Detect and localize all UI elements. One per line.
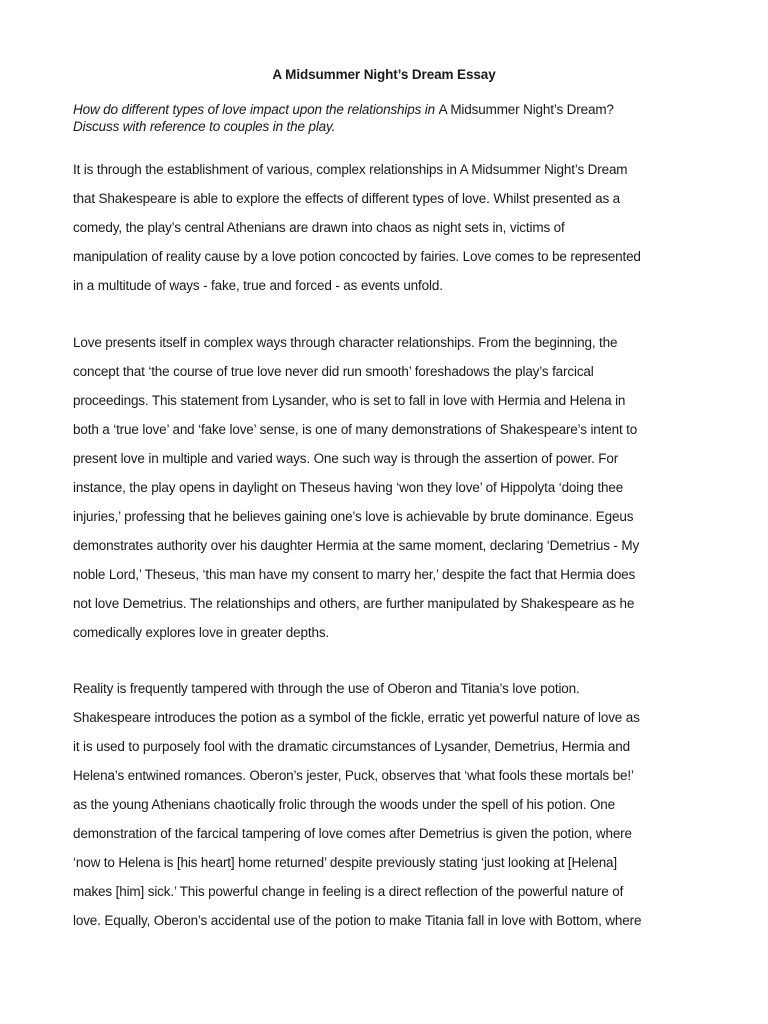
paragraph-3 bbox=[73, 674, 698, 935]
question-play-title: A Midsummer Night’s Dream? bbox=[438, 102, 614, 117]
paragraph-line: demonstrates authority over his daughter Hermia at the same moment, declaring ‘Demetrius - My bbox=[73, 538, 640, 553]
paragraph-line: as the young Athenians chaotically frolic through the woods under the spell of his potion. One bbox=[73, 797, 616, 812]
paragraph-line: Helena’s entwined romances. Oberon’s jester, Puck, observes that ‘what fools these mortals be!’ bbox=[73, 768, 634, 783]
paragraph-2 bbox=[73, 328, 698, 647]
paragraph-line: in a multitude of ways - fake, true and forced - as events unfold. bbox=[73, 278, 443, 293]
paragraph-line: comedy, the play’s central Athenians are drawn into chaos as night sets in, victims of bbox=[73, 220, 565, 235]
paragraph-line: Love presents itself in complex ways through character relationships. From the beginning, the bbox=[73, 335, 618, 350]
paragraph-line: that Shakespeare is able to explore the effects of different types of love. Whilst presented as a bbox=[73, 191, 621, 206]
paragraph-line: concept that ‘the course of true love never did run smooth’ foreshadows the play’s farcical bbox=[73, 364, 594, 379]
paragraph-line: Shakespeare introduces the potion as a symbol of the fickle, erratic yet powerful nature of love as bbox=[73, 710, 640, 725]
paragraph-line: not love Demetrius. The relationships and others, are further manipulated by Shakespeare as he bbox=[73, 596, 635, 611]
paragraph-line: It is through the establishment of various, complex relationships in A Midsummer Night’s Dream bbox=[73, 162, 628, 177]
paragraph-line: ‘now to Helena is [his heart] home returned’ despite previously stating ‘just looking at [Helena] bbox=[73, 855, 618, 870]
paragraph-line: injuries,’ professing that he believes gaining one’s love is achievable by brute dominance. Egeus bbox=[73, 509, 634, 524]
paragraph-line: both a ‘true love’ and ‘fake love’ sense, is one of many demonstrations of Shakespeare’s intent to bbox=[73, 422, 638, 437]
paragraph-1 bbox=[73, 155, 698, 300]
paragraph-line: comedically explores love in greater depths. bbox=[73, 625, 330, 640]
essay-title: A Midsummer Night’s Dream Essay bbox=[272, 67, 496, 82]
paragraph-line: it is used to purposely fool with the dramatic circumstances of Lysander, Demetrius, Hermia and bbox=[73, 739, 631, 754]
paragraph-line: love. Equally, Oberon’s accidental use of the potion to make Titania fall in love with Bottom, where bbox=[73, 913, 642, 928]
question-text-part1: How do different types of love impact upon the relationships in bbox=[73, 102, 439, 117]
paragraph-line: manipulation of reality cause by a love potion concocted by fairies. Love comes to be represented bbox=[73, 249, 641, 264]
paragraph-line: present love in multiple and varied ways. One such way is through the assertion of power. For bbox=[73, 451, 619, 466]
paragraph-line: Reality is frequently tampered with through the use of Oberon and Titania’s love potion. bbox=[73, 681, 580, 696]
paragraph-line: demonstration of the farcical tampering of love comes after Demetrius is given the potion, where bbox=[73, 826, 632, 841]
paragraph-line: instance, the play opens in daylight on Theseus having ‘won they love’ of Hippolyta ‘doing thee bbox=[73, 480, 624, 495]
essay-question bbox=[73, 101, 703, 135]
paragraph-line: makes [him] sick.’ This powerful change in feeling is a direct reflection of the powerful nature of bbox=[73, 884, 624, 899]
paragraph-line: noble Lord,’ Theseus, ‘this man have my consent to marry her,’ despite the fact that Hermia does bbox=[73, 567, 636, 582]
paragraph-line: proceedings. This statement from Lysander, who is set to fall in love with Hermia and Helena in bbox=[73, 393, 626, 408]
question-text-part2: Discuss with reference to couples in the play. bbox=[73, 119, 336, 134]
